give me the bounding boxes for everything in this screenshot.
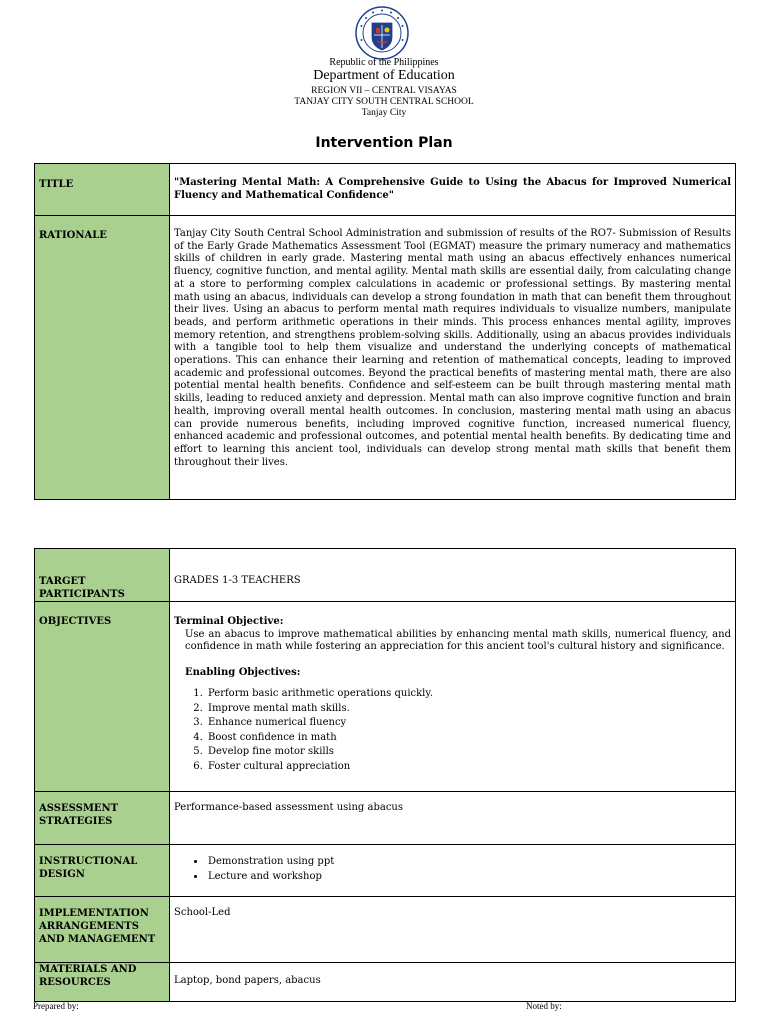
design-list xyxy=(174,855,731,884)
design-value xyxy=(170,845,736,897)
title-text: "Mastering Mental Math: A Comprehensive Guide to Using the Abacus for Improved Numerical Fluency and Mathematical Confidence" xyxy=(174,177,731,201)
materials-row xyxy=(35,963,736,1002)
region-line: REGION VII – CENTRAL VISAYAS xyxy=(311,86,457,96)
implementation-value: School-Led xyxy=(170,897,736,963)
objectives-label: OBJECTIVES xyxy=(35,602,170,792)
rationale-row xyxy=(35,216,736,500)
prepared-by-label: Prepared by: xyxy=(33,1001,79,1011)
target-value: GRADES 1-3 TEACHERS xyxy=(170,549,736,602)
list-item: • Lecture and workshop xyxy=(206,870,731,885)
list-item: • Demonstration using ppt xyxy=(206,855,731,870)
materials-value: Laptop, bond papers, abacus xyxy=(170,963,736,1002)
objectives-row xyxy=(35,602,736,792)
list-item: 5. Develop fine motor skills xyxy=(206,745,731,760)
terminal-objective-text: Use an abacus to improve mathematical abilities by enhancing mental math skills, numerical fluency, and confidence in math while fostering an appreciation for this ancient tool's cultural history and significance. xyxy=(185,628,731,652)
enabling-objectives-label: Enabling Objectives: xyxy=(185,666,301,678)
assessment-value: Performance-based assessment using abacus xyxy=(170,792,736,845)
title-label: TITLE xyxy=(35,164,170,216)
target-label: TARGET PARTICIPANTS xyxy=(35,549,170,602)
list-item: 3. Enhance numerical fluency xyxy=(206,716,731,731)
title-row xyxy=(35,164,736,216)
title-value xyxy=(170,164,736,216)
enabling-objectives-list xyxy=(174,687,731,774)
terminal-objective-label: Terminal Objective: xyxy=(174,616,284,627)
list-item: 2. Improve mental math skills. xyxy=(206,702,731,717)
list-item: 4. Boost confidence in math xyxy=(206,731,731,746)
plan-table-details xyxy=(34,548,736,1002)
document-title: Intervention Plan xyxy=(315,135,453,151)
rationale-value xyxy=(170,216,736,500)
target-row xyxy=(35,549,736,602)
list-item: 6. Foster cultural appreciation xyxy=(206,760,731,775)
noted-by-label: Noted by: xyxy=(526,1001,562,1011)
list-item: 1. Perform basic arithmetic operations quickly. xyxy=(206,687,731,702)
assessment-row xyxy=(35,792,736,845)
city-line: Tanjay City xyxy=(361,108,407,118)
design-label: INSTRUCTIONAL DESIGN xyxy=(35,845,170,897)
implementation-row xyxy=(35,897,736,963)
rationale-text: Tanjay City South Central School Administration and submission of results of the RO7- Submission of Results of the Early Grade Mathematics Assessment Tool (EGMAT) measure the primary numeracy and mathematics skills of children in early grade. Mastering mental math using an abacus effectively enhances numerical fluency, cognitive function, and mental agility. Mental math skills are essential daily, from calculating change at a store to performing complex calculations in academic or professional settings. By mastering mental math using an abacus, individuals can develop a strong foundation in math that can benefit them throughout their lives. Using an abacus to perform mental math requires individuals to visualize numbers, manipulate beads, and perform arithmetic operations in their minds. This process enhances mental agility, improves memory retention, and strengthens problem-solving skills. Additionally, using an abacus provides individuals with a tangible tool to help them visualize and understand the underlying concepts of mathematical operations. This can enhance their learning and retention of mathematical concepts, leading to improved academic and professional outcomes. Beyond the practical benefits of mastering mental math, there are also potential mental health benefits. Confidence and self-esteem can be built through mastering mental math skills, leading to reduced anxiety and depression. Mental math can also improve cognitive function and brain health, improving overall mental health outcomes. In conclusion, mastering mental math using an abacus can provide numerous benefits, including improved cognitive function, increased numerical fluency, enhanced academic and professional outcomes, and potential mental health benefits. By dedicating time and effort to learning this ancient tool, individuals can develop strong mental math skills that benefit them throughout their lives. xyxy=(174,228,731,468)
rationale-label: RATIONALE xyxy=(35,216,170,500)
school-line: TANJAY CITY SOUTH CENTRAL SCHOOL xyxy=(294,97,474,107)
assessment-label: ASSESSMENT STRATEGIES xyxy=(35,792,170,845)
objectives-value xyxy=(170,602,736,792)
materials-label: MATERIALS AND RESOURCES xyxy=(35,963,170,1002)
republic-line: Republic of the Philippines xyxy=(329,57,439,68)
plan-table-title-rationale xyxy=(34,163,736,500)
implementation-label: IMPLEMENTATION ARRANGEMENTS AND MANAGEMENT xyxy=(35,897,170,963)
deped-seal-logo xyxy=(355,6,409,60)
department-line: Department of Education xyxy=(313,68,455,83)
design-row xyxy=(35,845,736,897)
